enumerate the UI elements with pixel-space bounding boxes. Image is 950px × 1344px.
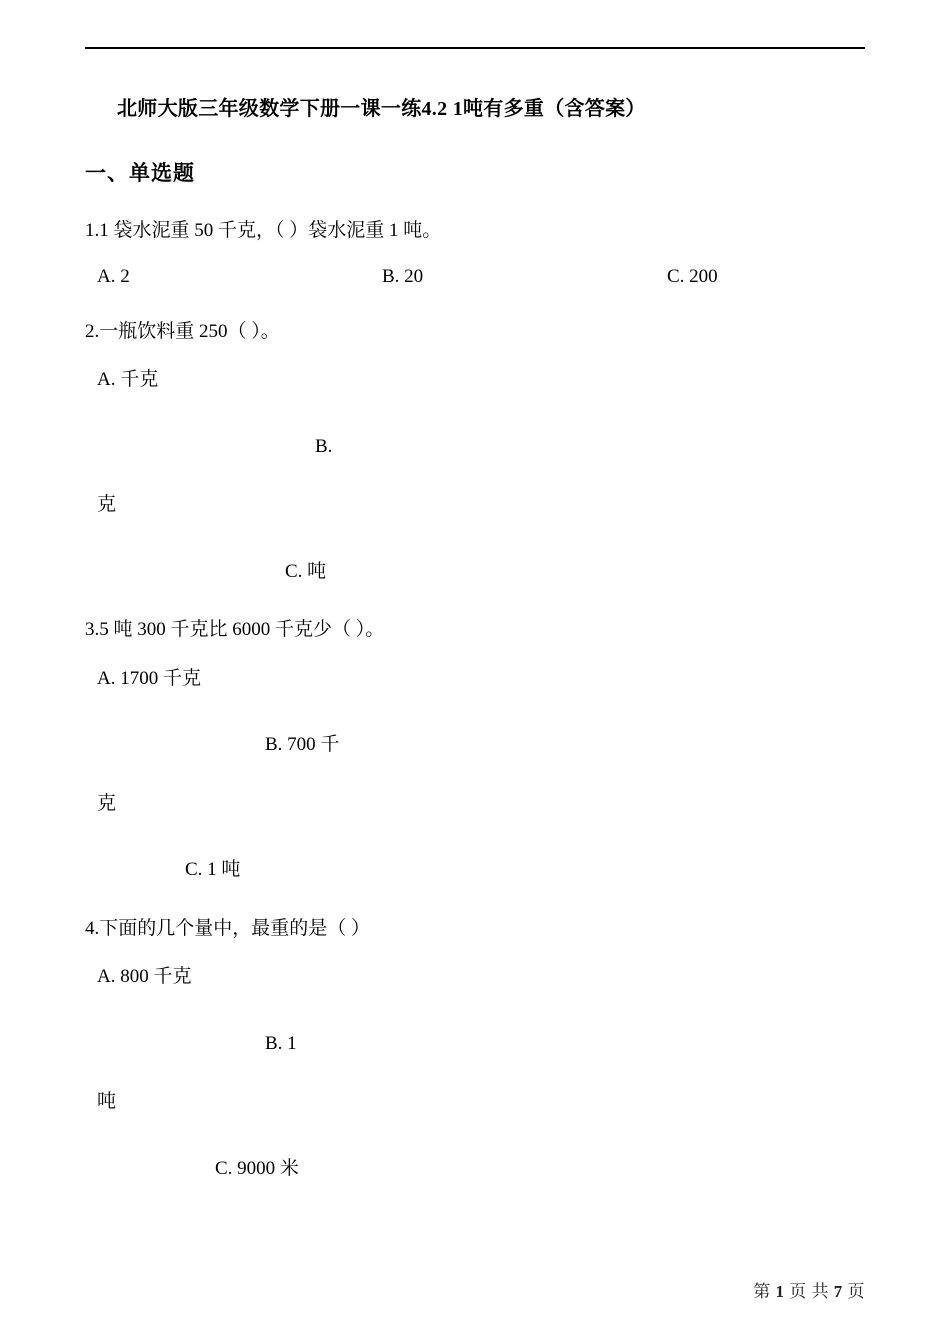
page-footer bbox=[753, 1277, 865, 1302]
page-title: 北师大版三年级数学下册一课一练4.2 1吨有多重（含答案） bbox=[117, 98, 646, 120]
option-c[interactable]: C. 吨 bbox=[285, 560, 327, 582]
option-a[interactable]: A. 千克 bbox=[97, 369, 159, 390]
footer-total-pages: 7 bbox=[833, 1282, 843, 1301]
option-b[interactable]: B. bbox=[315, 435, 333, 457]
option-b-continued: 克 bbox=[97, 494, 117, 515]
option-b-continued: 克 bbox=[97, 792, 117, 814]
option-a[interactable]: A. 1700 千克 bbox=[97, 667, 201, 689]
footer-middle: 页 共 bbox=[789, 1282, 829, 1301]
option-b[interactable]: B. 1 bbox=[265, 1032, 297, 1054]
footer-page-number: 1 bbox=[775, 1282, 785, 1301]
footer-prefix: 第 bbox=[753, 1282, 771, 1301]
option-a[interactable]: A. 2 bbox=[97, 265, 130, 287]
question-stem: 2.一瓶饮料重 250（ ）。 bbox=[85, 320, 280, 342]
question-stem: 3.5 吨 300 千克比 6000 千克少（ ）。 bbox=[85, 619, 385, 640]
question-stem: 4.下面的几个量中，最重的是（ ） bbox=[85, 917, 371, 939]
section-title: 一、单选题 bbox=[85, 161, 195, 185]
footer-suffix: 页 bbox=[847, 1282, 865, 1301]
question-stem: 1.1 袋水泥重 50 千克，（ ）袋水泥重 1 吨。 bbox=[85, 220, 442, 241]
option-a[interactable]: A. 800 千克 bbox=[97, 966, 192, 987]
option-b-continued: 吨 bbox=[97, 1091, 117, 1112]
document-content bbox=[85, 0, 865, 1183]
header-divider bbox=[85, 47, 865, 49]
option-c[interactable]: C. 9000 米 bbox=[215, 1157, 299, 1179]
option-c[interactable]: C. 1 吨 bbox=[185, 859, 241, 880]
option-b[interactable]: B. 20 bbox=[382, 265, 424, 287]
option-b[interactable]: B. 700 千 bbox=[265, 734, 340, 755]
option-c[interactable]: C. 200 bbox=[667, 265, 718, 287]
option-row bbox=[85, 266, 865, 288]
